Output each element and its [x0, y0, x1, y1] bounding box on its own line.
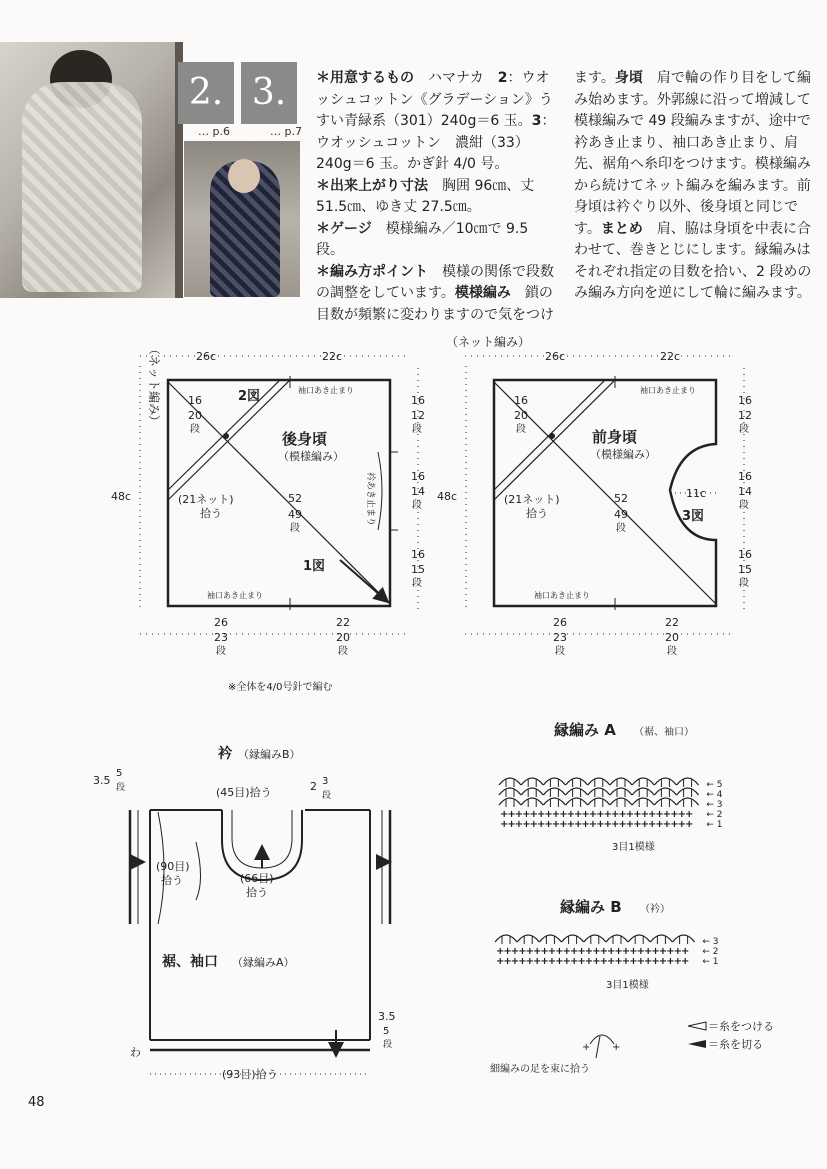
page-number: 48 [28, 1095, 45, 1110]
chartA-sc-stitch: + [640, 819, 649, 830]
front-net-21: (21ネット) [504, 493, 560, 506]
chartB-chain-arc [628, 935, 650, 942]
back-bottom-right: 22 [336, 616, 350, 629]
chartB-sc-stitch: + [681, 946, 690, 957]
front-net-rows-16: 16 [514, 394, 528, 407]
side-band-5: 5 [116, 768, 123, 779]
chartB-sc-stitch: + [533, 946, 542, 957]
front-right-dan-0: 段 [739, 424, 749, 435]
chartA-chain-arc [566, 788, 588, 795]
chartA-sc-stitch: + [655, 809, 664, 820]
text-run-col1-1: ハマナカ [414, 70, 498, 86]
chartA-sc-stitch: + [581, 809, 590, 820]
chartA-chain-arc [677, 788, 699, 795]
bold-run-col1-4: 3 [531, 113, 542, 129]
chartA-sc-stitch: + [514, 809, 524, 820]
front-right-paren-0: 12 [738, 409, 752, 422]
pattern-number-3: 3. [241, 62, 297, 124]
chartB-sc-stitch: + [555, 956, 564, 967]
chartA-row-label-2: ← 2 [706, 810, 723, 820]
back-net-pick: 拾う [200, 507, 222, 520]
chartA-sc-stitch: + [544, 819, 553, 830]
chartB-sc-stitch: + [540, 956, 549, 967]
chartA-sc-stitch: + [588, 819, 598, 830]
chartB-sc-stitch: + [540, 946, 549, 957]
front-subtitle: （模様編み） [590, 448, 656, 461]
back-title: 後身頃 [282, 430, 328, 448]
side-band-35: 3.5 [93, 774, 111, 787]
front-diag-dan: 段 [616, 523, 626, 534]
page-ref-2: … p.6 [198, 125, 230, 138]
chartA-chain-arc [610, 778, 632, 785]
text-run-col1-16: 鎖の目数が頻繁に変わりますので気をつけ [316, 285, 554, 323]
chartA-chain-arc [588, 788, 610, 795]
front-right-rows-0: 16 [738, 394, 752, 407]
hem-title: 裾、袖口 [162, 954, 218, 970]
back-net-rows-16: 16 [188, 394, 202, 407]
front-diagonal-52: 52 [614, 492, 628, 505]
chartB-sc-stitch: + [629, 946, 638, 957]
chartB-sc-stitch: + [673, 946, 682, 957]
bold-run-col2-3: まとめ [600, 220, 643, 237]
chartA-chain-arc [632, 778, 654, 785]
chartA-chain-arc [588, 798, 610, 805]
back-diag-dan: 段 [290, 523, 300, 534]
chartB-sc-stitch: + [614, 956, 623, 967]
chartA-sc-stitch: + [522, 819, 531, 830]
chartA-sc-stitch: + [500, 819, 509, 830]
hem-subtitle: （縁編みA） [232, 956, 295, 969]
chartA-sc-stitch: + [618, 819, 627, 830]
chartB-sc-stitch: + [636, 956, 645, 967]
chartA-chain-arc [654, 778, 676, 785]
back-diagonal-49: 49 [288, 508, 302, 521]
chartA-sc-stitch: + [507, 809, 516, 820]
chartB-chain-arc [606, 935, 628, 942]
needle-note: ※全体を4/0号針で編む [228, 682, 333, 693]
back-right-paren-2: 15 [411, 563, 425, 576]
text-run-col2-0: ます。 [574, 70, 615, 86]
chartB-chain-arc [584, 935, 606, 942]
sleeve-pick-90: (90目) [156, 860, 190, 873]
chart-b-title: 縁編み B [560, 898, 622, 916]
chartA-sc-stitch: + [551, 819, 561, 830]
chartB-row-label-3: ← 3 [702, 937, 719, 947]
back-net-label: （ネット編み） [147, 343, 161, 428]
chart-a-subtitle: （裾、袖口） [634, 727, 694, 738]
front-diagonal-49: 49 [614, 508, 628, 521]
chartA-chain-arc [543, 798, 565, 805]
back-right-dan-0: 段 [412, 424, 422, 435]
chartB-chain-arc [650, 935, 672, 942]
back-right-dan-1: 段 [412, 500, 422, 511]
chartB-sc-stitch: + [518, 946, 527, 957]
text-run-col1-14: 模様の関係で段数の調整をしています。 [316, 263, 554, 301]
chartB-sc-stitch: + [666, 956, 675, 967]
back-top-left-width: 26c [196, 350, 217, 363]
chartB-sc-stitch: + [570, 956, 579, 967]
collar-band-2: 2 [310, 780, 317, 793]
chartB-sc-stitch: + [510, 946, 520, 957]
front-right-rows-1: 16 [738, 470, 752, 483]
front-right-rows-2: 16 [738, 548, 752, 561]
chartB-sc-stitch: + [577, 946, 586, 957]
back-bottom-left-dan: 段 [216, 646, 226, 657]
chartA-sc-stitch: + [633, 819, 642, 830]
front-top-right-width: 22c [660, 350, 681, 363]
chartA-sc-stitch: + [500, 809, 509, 820]
chartB-sc-stitch: + [562, 946, 571, 957]
chartA-chain-arc [677, 798, 699, 805]
chartA-row-label-4: ← 4 [706, 790, 723, 800]
front-bottom-right: 22 [665, 616, 679, 629]
chartB-sc-stitch: + [592, 956, 601, 967]
text-run-col2-4: 肩、脇は身頃を中表に合わせて、巻きとじにします。縁編みはそれぞれ指定の目数を拾い、2 段めのみ編み方向を逆にして輪に編みます。 [574, 220, 812, 301]
bold-run-col2-1: 身頃 [614, 70, 643, 86]
page-ref-3: … p.7 [270, 125, 302, 138]
chartA-sc-stitch: + [574, 809, 583, 820]
chartA-sc-stitch: + [685, 819, 694, 830]
bold-run-col1-7: ＊出来上がり寸法 [316, 177, 428, 194]
back-height: 48c [111, 490, 132, 503]
chartB-chain-arc [517, 935, 539, 942]
round-mark: わ [130, 1046, 141, 1059]
chartA-sc-stitch: + [596, 819, 605, 830]
chartA-sc-stitch: + [551, 809, 561, 820]
chartA-chain-arc [677, 778, 699, 785]
chartB-sc-stitch: + [599, 946, 608, 957]
front-net-rows-20: 20 [514, 409, 528, 422]
chartB-sc-stitch: + [525, 946, 534, 957]
back-right-paren-0: 12 [411, 409, 425, 422]
chartB-row-label-2: ← 2 [702, 947, 719, 957]
chartB-sc-stitch: + [496, 956, 505, 967]
chartA-chain-arc [632, 798, 654, 805]
bold-run-col1-13: ＊編み方ポイント [316, 263, 428, 280]
chartA-sc-stitch: + [522, 809, 531, 820]
back-net-21: (21ネット) [178, 493, 234, 506]
chartA-chain-arc [499, 788, 521, 795]
front-sleeve-stop-top: 袖口あき止まり [640, 386, 696, 395]
chartA-sc-stitch: + [625, 819, 635, 830]
cut-yarn-icon [688, 1040, 706, 1048]
bundle-stitch-icon [582, 1035, 620, 1058]
chartA-chain-arc [543, 778, 565, 785]
bold-run-col1-10: ＊ゲージ [316, 220, 372, 237]
bold-run-col1-2: 2 [497, 70, 508, 86]
chartB-chain-arc [562, 935, 584, 942]
front-right-paren-1: 14 [738, 485, 752, 498]
chartB-sc-stitch: + [592, 946, 601, 957]
chartA-sc-stitch: + [633, 809, 642, 820]
legend-attach: ＝糸をつける [708, 1020, 774, 1033]
chartA-sc-stitch: + [677, 819, 686, 830]
chartB-sc-stitch: + [570, 946, 579, 957]
chartA-chain-arc [543, 788, 565, 795]
chartB-sc-stitch: + [681, 956, 690, 967]
front-right-dan-1: 段 [739, 500, 749, 511]
collar-band-dan: 段 [322, 791, 332, 801]
chartA-sc-stitch: + [677, 809, 686, 820]
chart-a-title: 縁編み A [554, 721, 616, 739]
text-run-col1-8: 胸囲 96㎝、丈 51.5㎝、ゆき丈 27.5㎝。 [316, 177, 535, 215]
chartB-sc-stitch: + [644, 946, 653, 957]
chartA-sc-stitch: + [640, 809, 649, 820]
neck-pick-label: 拾う [246, 886, 268, 899]
chartB-sc-stitch: + [636, 946, 645, 957]
back-top-right-width: 22c [322, 350, 343, 363]
back-bottom-left-rows: 23 [214, 631, 228, 644]
chartA-sc-stitch: + [685, 809, 694, 820]
chartA-sc-stitch: + [559, 809, 568, 820]
collar-title: 衿 [218, 746, 232, 762]
chartA-sc-stitch: + [574, 819, 583, 830]
chartA-chain-arc [521, 788, 543, 795]
back-net-rows-20: 20 [188, 409, 202, 422]
front-bottom-left-rows: 23 [553, 631, 567, 644]
chartA-chain-arc [566, 778, 588, 785]
chartA-row-label-1: ← 1 [706, 820, 723, 830]
front-right-dan-2: 段 [739, 578, 749, 589]
back-sleeve-stop-bottom: 袖口あき止まり [207, 591, 263, 600]
chartA-sc-stitch: + [544, 809, 553, 820]
chartA-sc-stitch: + [662, 809, 672, 820]
chartB-sc-stitch: + [562, 956, 571, 967]
chartB-sc-stitch: + [651, 946, 660, 957]
front-neck-width: 11c [686, 487, 707, 500]
front-bottom-right-dan: 段 [667, 646, 677, 657]
chartB-sc-stitch: + [607, 946, 616, 957]
chartB-sc-stitch: + [621, 946, 631, 957]
front-bottom-left-dan: 段 [555, 646, 565, 657]
collar-pick-45: (45目)拾う [216, 786, 272, 799]
back-right-side-rows [411, 394, 425, 589]
text-run-col1-5: ：ウオッシュコットン 濃紺（33）240g＝6 玉。かぎ針 4/0 号。 [316, 113, 556, 172]
back-fig2-label: 2図 [238, 389, 261, 404]
chartB-sc-stitch: + [584, 956, 594, 967]
chartA-sc-stitch: + [559, 819, 568, 830]
chartA-sc-stitch: + [566, 809, 575, 820]
chartB-chain-arc [495, 935, 517, 942]
chartB-sc-stitch: + [547, 946, 557, 957]
neck-pick-66: (66目) [240, 872, 274, 885]
chartA-sc-stitch: + [648, 819, 657, 830]
back-diagonal-52: 52 [288, 492, 302, 505]
chart-b-subtitle: （衿） [640, 904, 670, 915]
chartA-chain-arc [521, 778, 543, 785]
chartA-sc-stitch: + [514, 819, 524, 830]
front-bottom-right-rows: 20 [665, 631, 679, 644]
text-run-col1-3: ：ウオッシュコットン《グラデーション》うすい青緑系（301）240g＝6 玉。 [316, 70, 553, 129]
chartA-chain-arc [610, 788, 632, 795]
chartA-sc-stitch: + [618, 809, 627, 820]
front-sleeve-stop-bottom: 袖口あき止まり [534, 591, 590, 600]
chartA-row-label-5: ← 5 [706, 780, 723, 790]
chartA-sc-stitch: + [537, 819, 546, 830]
text-run-col2-2: 肩で輪の作り目をして編み始めます。外郭線に沿って増減して模様編みで 49 段編みますが、途中で衿あき止まり、袖口あき止まり、肩先、裾角へ糸印をつけます。模様編みから続けてネット編みを編みます。前身頃は衿ぐり以外、後身頃と同じです。 [574, 70, 811, 237]
front-title: 前身頃 [592, 428, 638, 446]
chartA-sc-stitch: + [625, 809, 635, 820]
chartB-sc-stitch: + [599, 956, 608, 967]
front-top-left-width: 26c [545, 350, 566, 363]
chartA-sc-stitch: + [611, 809, 620, 820]
chartA-chain-arc [654, 798, 676, 805]
chartB-sc-stitch: + [496, 946, 505, 957]
chartB-sc-stitch: + [503, 946, 512, 957]
chartB-sc-stitch: + [510, 956, 520, 967]
front-right-paren-2: 15 [738, 563, 752, 576]
chartA-chain-arc [499, 798, 521, 805]
hem-band-5: 5 [383, 1026, 390, 1037]
front-net-pick: 拾う [526, 507, 548, 520]
pattern-number-2: 2. [178, 62, 234, 124]
chartA-sc-stitch: + [670, 809, 679, 820]
back-bottom-left: 26 [214, 616, 228, 629]
front-fig3-label: 3図 [682, 509, 705, 524]
hem-band-dan: 段 [383, 1040, 393, 1050]
text-run-col1-11: 模様編み／10㎝で 9.5 段。 [316, 220, 529, 258]
chartB-sc-stitch: + [555, 946, 564, 957]
attach-yarn-icon [688, 1022, 706, 1030]
chartB-sc-stitch: + [525, 956, 534, 967]
chartB-sc-stitch: + [533, 956, 542, 967]
front-bottom-left: 26 [553, 616, 567, 629]
chartA-sc-stitch: + [662, 819, 672, 830]
chartA-sc-stitch: + [648, 809, 657, 820]
chartB-sc-stitch: + [658, 956, 668, 967]
hem-band-35: 3.5 [378, 1010, 396, 1023]
chartA-sc-stitch: + [581, 819, 590, 830]
front-height: 48c [437, 490, 458, 503]
chartA-sc-stitch: + [566, 819, 575, 830]
chartB-sc-stitch: + [629, 956, 638, 967]
back-bottom-right-dan: 段 [338, 646, 348, 657]
hem-pick-93: (93目)拾う [222, 1068, 278, 1081]
back-fig1-label: 1図 [303, 559, 326, 574]
chartB-row-label-1: ← 1 [702, 957, 719, 967]
chartB-chain-arc [673, 935, 695, 942]
chartA-chain-arc [521, 798, 543, 805]
chartA-sc-stitch: + [529, 819, 538, 830]
chartB-sc-stitch: + [673, 956, 682, 967]
chartB-chain-arc [539, 935, 561, 942]
chartA-chain-arc [499, 778, 521, 785]
chartB-sc-stitch: + [644, 956, 653, 967]
chartA-sc-stitch: + [507, 819, 516, 830]
back-right-paren-1: 14 [411, 485, 425, 498]
chartB-sc-stitch: + [584, 946, 594, 957]
front-net-label: （ネット編み） [446, 335, 531, 349]
chartA-chain-arc [654, 788, 676, 795]
legend-bundle: 細編みの足を束に拾う [490, 1064, 590, 1075]
chartA-sc-stitch: + [529, 809, 538, 820]
sleeve-pick-label: 拾う [161, 874, 183, 887]
chartB-sc-stitch: + [547, 956, 557, 967]
back-right-rows-2: 16 [411, 548, 425, 561]
chartA-sc-stitch: + [537, 809, 546, 820]
back-dan: 段 [190, 424, 200, 435]
chartA-sc-stitch: + [603, 809, 612, 820]
back-right-dan-2: 段 [412, 578, 422, 589]
legend-cut: ＝糸を切る [708, 1038, 763, 1051]
chart-b-repeat: 3目1模様 [606, 980, 649, 991]
chartB-sc-stitch: + [518, 956, 527, 967]
chartB-sc-stitch: + [621, 956, 631, 967]
chartA-chain-arc [566, 798, 588, 805]
chart-a-repeat: 3目1模様 [612, 842, 655, 853]
chartB-sc-stitch: + [607, 956, 616, 967]
chartA-chain-arc [632, 788, 654, 795]
chartA-sc-stitch: + [588, 809, 598, 820]
bold-run-col1-15: 模様編み [454, 285, 511, 301]
chartA-row-label-3: ← 3 [706, 800, 723, 810]
chartA-chain-arc [610, 798, 632, 805]
chartB-sc-stitch: + [658, 946, 668, 957]
chartB-sc-stitch: + [503, 956, 512, 967]
side-band-dan: 段 [116, 783, 126, 793]
chart-a-symbols [499, 778, 723, 830]
back-right-rows-0: 16 [411, 394, 425, 407]
svg-text:+: + [612, 1042, 621, 1053]
chartB-sc-stitch: + [577, 956, 586, 967]
chartB-sc-stitch: + [666, 946, 675, 957]
chartA-sc-stitch: + [670, 819, 679, 830]
chartB-sc-stitch: + [614, 946, 623, 957]
back-sleeve-stop-top: 袖口あき止まり [298, 386, 354, 395]
back-bottom-right-rows: 20 [336, 631, 350, 644]
chartA-sc-stitch: + [611, 819, 620, 830]
chartA-chain-arc [588, 778, 610, 785]
front-dan: 段 [516, 424, 526, 435]
back-subtitle: （模様編み） [278, 450, 344, 463]
back-collar-stop: 衿あき止まり [365, 472, 375, 527]
chartA-sc-stitch: + [655, 819, 664, 830]
bold-run-col1-0: ＊用意するもの [316, 70, 414, 86]
chartB-sc-stitch: + [651, 956, 660, 967]
assembly-diagram [130, 810, 393, 1074]
svg-text:+: + [582, 1042, 591, 1053]
front-right-side-rows [738, 394, 752, 589]
chartA-sc-stitch: + [596, 809, 605, 820]
chart-b-symbols [495, 935, 719, 967]
collar-band-3: 3 [322, 776, 329, 787]
collar-subtitle: （縁編みB） [238, 748, 301, 761]
back-right-rows-1: 16 [411, 470, 425, 483]
chartA-sc-stitch: + [603, 819, 612, 830]
